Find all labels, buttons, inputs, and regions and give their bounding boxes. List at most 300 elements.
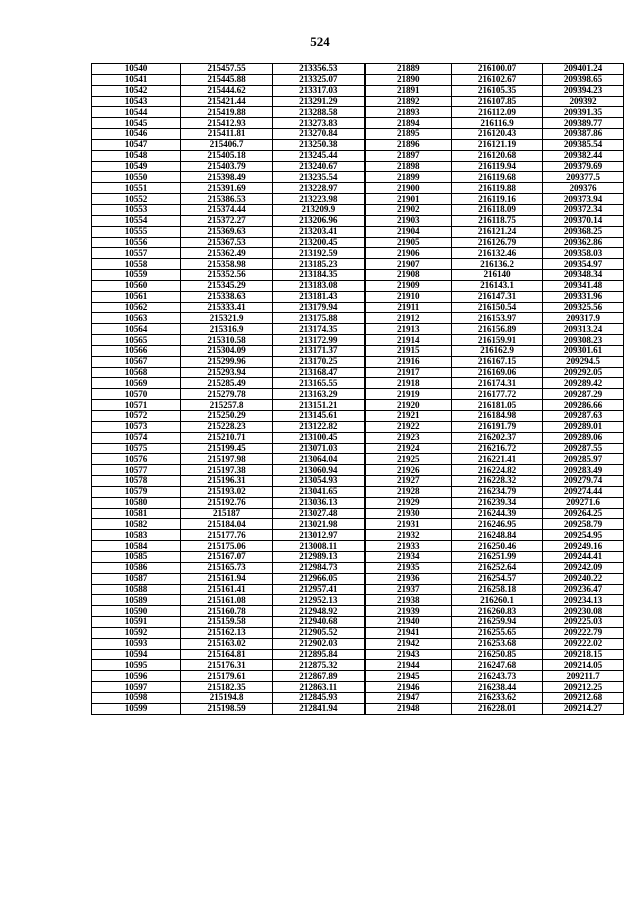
x-coordinate-right-cell: 216181.05: [452, 400, 543, 411]
table-row: [92, 573, 624, 584]
x-coordinate-right-cell: 216243.73: [452, 671, 543, 682]
y-coordinate-left-cell: 213288.58: [273, 107, 365, 118]
x-coordinate-left-cell: 215175.06: [181, 541, 273, 552]
y-coordinate-left-cell: 213325.07: [273, 74, 365, 85]
y-coordinate-right-cell: 209362.86: [543, 237, 624, 248]
point-id-left-cell: 10556: [92, 237, 181, 248]
x-coordinate-right-cell: 216246.95: [452, 519, 543, 530]
x-coordinate-left-cell: 215457.55: [181, 64, 273, 75]
x-coordinate-left-cell: 215192.76: [181, 497, 273, 508]
x-coordinate-left-cell: 215197.38: [181, 465, 273, 476]
x-coordinate-right-cell: 216153.97: [452, 313, 543, 324]
x-coordinate-right-cell: 216216.72: [452, 443, 543, 454]
y-coordinate-right-cell: 209212.25: [543, 682, 624, 693]
table-row: [92, 519, 624, 530]
point-id-right-cell: 21904: [365, 226, 452, 237]
y-coordinate-right-cell: 209258.79: [543, 519, 624, 530]
point-id-right-cell: 21946: [365, 682, 452, 693]
x-coordinate-left-cell: 215304.09: [181, 345, 273, 356]
y-coordinate-right-cell: 209286.66: [543, 400, 624, 411]
point-id-right-cell: 21891: [365, 85, 452, 96]
y-coordinate-left-cell: 213192.59: [273, 248, 365, 259]
point-id-left-cell: 10568: [92, 367, 181, 378]
x-coordinate-left-cell: 215419.88: [181, 107, 273, 118]
table-row: [92, 432, 624, 443]
x-coordinate-left-cell: 215228.23: [181, 421, 273, 432]
point-id-right-cell: 21933: [365, 541, 452, 552]
point-id-left-cell: 10598: [92, 692, 181, 703]
point-id-right-cell: 21920: [365, 400, 452, 411]
x-coordinate-left-cell: 215161.94: [181, 573, 273, 584]
table-row: [92, 129, 624, 140]
x-coordinate-right-cell: 216247.68: [452, 660, 543, 671]
y-coordinate-right-cell: 209325.56: [543, 302, 624, 313]
y-coordinate-left-cell: 213064.04: [273, 454, 365, 465]
y-coordinate-right-cell: 209287.63: [543, 411, 624, 422]
point-id-left-cell: 10541: [92, 74, 181, 85]
table-row: [92, 465, 624, 476]
point-id-left-cell: 10557: [92, 248, 181, 259]
y-coordinate-left-cell: 213027.48: [273, 508, 365, 519]
x-coordinate-left-cell: 215159.58: [181, 617, 273, 628]
y-coordinate-left-cell: 213206.96: [273, 215, 365, 226]
point-id-left-cell: 10589: [92, 595, 181, 606]
y-coordinate-right-cell: 209218.15: [543, 649, 624, 660]
y-coordinate-left-cell: 212867.89: [273, 671, 365, 682]
y-coordinate-left-cell: 213071.03: [273, 443, 365, 454]
y-coordinate-right-cell: 209376: [543, 183, 624, 194]
y-coordinate-left-cell: 213184.35: [273, 270, 365, 281]
y-coordinate-right-cell: 209370.14: [543, 215, 624, 226]
x-coordinate-right-cell: 216250.85: [452, 649, 543, 660]
point-id-right-cell: 21903: [365, 215, 452, 226]
table-row: [92, 248, 624, 259]
coordinates-table: [91, 63, 624, 715]
point-id-left-cell: 10577: [92, 465, 181, 476]
x-coordinate-right-cell: 216239.34: [452, 497, 543, 508]
x-coordinate-left-cell: 215161.41: [181, 584, 273, 595]
point-id-right-cell: 21925: [365, 454, 452, 465]
point-id-left-cell: 10561: [92, 291, 181, 302]
x-coordinate-left-cell: 215164.81: [181, 649, 273, 660]
point-id-right-cell: 21943: [365, 649, 452, 660]
table-row: [92, 692, 624, 703]
x-coordinate-right-cell: 216112.09: [452, 107, 543, 118]
table-row: [92, 671, 624, 682]
x-coordinate-right-cell: 216118.09: [452, 204, 543, 215]
table-row: [92, 150, 624, 161]
y-coordinate-left-cell: 213356.53: [273, 64, 365, 75]
point-id-right-cell: 21932: [365, 530, 452, 541]
y-coordinate-left-cell: 212875.32: [273, 660, 365, 671]
point-id-right-cell: 21896: [365, 139, 452, 150]
point-id-left-cell: 10574: [92, 432, 181, 443]
point-id-left-cell: 10543: [92, 96, 181, 107]
x-coordinate-right-cell: 216251.99: [452, 551, 543, 562]
y-coordinate-right-cell: 209249.16: [543, 541, 624, 552]
y-coordinate-right-cell: 209214.27: [543, 703, 624, 714]
point-id-left-cell: 10586: [92, 562, 181, 573]
x-coordinate-right-cell: 216107.85: [452, 96, 543, 107]
point-id-right-cell: 21930: [365, 508, 452, 519]
y-coordinate-right-cell: 209401.24: [543, 64, 624, 75]
point-id-left-cell: 10583: [92, 530, 181, 541]
x-coordinate-right-cell: 216169.06: [452, 367, 543, 378]
point-id-right-cell: 21918: [365, 378, 452, 389]
y-coordinate-right-cell: 209292.05: [543, 367, 624, 378]
point-id-right-cell: 21922: [365, 421, 452, 432]
point-id-right-cell: 21900: [365, 183, 452, 194]
point-id-left-cell: 10573: [92, 421, 181, 432]
y-coordinate-left-cell: 213170.25: [273, 356, 365, 367]
x-coordinate-right-cell: 216119.88: [452, 183, 543, 194]
x-coordinate-left-cell: 215367.53: [181, 237, 273, 248]
x-coordinate-left-cell: 215163.02: [181, 638, 273, 649]
point-id-left-cell: 10546: [92, 129, 181, 140]
y-coordinate-left-cell: 213235.54: [273, 172, 365, 183]
y-coordinate-right-cell: 209285.97: [543, 454, 624, 465]
point-id-right-cell: 21921: [365, 411, 452, 422]
y-coordinate-right-cell: 209377.5: [543, 172, 624, 183]
x-coordinate-right-cell: 216120.68: [452, 150, 543, 161]
x-coordinate-right-cell: 216120.43: [452, 129, 543, 140]
x-coordinate-left-cell: 215316.9: [181, 324, 273, 335]
point-id-left-cell: 10581: [92, 508, 181, 519]
table-row: [92, 454, 624, 465]
x-coordinate-left-cell: 215421.44: [181, 96, 273, 107]
point-id-right-cell: 21929: [365, 497, 452, 508]
y-coordinate-left-cell: 213165.55: [273, 378, 365, 389]
table-row: [92, 64, 624, 75]
y-coordinate-left-cell: 212984.73: [273, 562, 365, 573]
point-id-right-cell: 21911: [365, 302, 452, 313]
point-id-left-cell: 10540: [92, 64, 181, 75]
x-coordinate-left-cell: 215279.78: [181, 389, 273, 400]
table-row: [92, 85, 624, 96]
x-coordinate-right-cell: 216259.94: [452, 617, 543, 628]
table-row: [92, 606, 624, 617]
point-id-left-cell: 10560: [92, 280, 181, 291]
point-id-left-cell: 10595: [92, 660, 181, 671]
table-row: [92, 324, 624, 335]
table-row: [92, 497, 624, 508]
point-id-left-cell: 10562: [92, 302, 181, 313]
table-row: [92, 660, 624, 671]
point-id-left-cell: 10566: [92, 345, 181, 356]
y-coordinate-left-cell: 213021.98: [273, 519, 365, 530]
point-id-right-cell: 21889: [365, 64, 452, 75]
point-id-right-cell: 21899: [365, 172, 452, 183]
table-row: [92, 378, 624, 389]
point-id-left-cell: 10549: [92, 161, 181, 172]
point-id-left-cell: 10565: [92, 335, 181, 346]
point-id-left-cell: 10559: [92, 270, 181, 281]
y-coordinate-left-cell: 213291.29: [273, 96, 365, 107]
point-id-right-cell: 21926: [365, 465, 452, 476]
table-row: [92, 204, 624, 215]
point-id-left-cell: 10545: [92, 118, 181, 129]
x-coordinate-right-cell: 216233.62: [452, 692, 543, 703]
y-coordinate-left-cell: 213163.29: [273, 389, 365, 400]
point-id-left-cell: 10599: [92, 703, 181, 714]
y-coordinate-right-cell: 209301.61: [543, 345, 624, 356]
point-id-left-cell: 10584: [92, 541, 181, 552]
y-coordinate-left-cell: 213209.9: [273, 204, 365, 215]
x-coordinate-left-cell: 215403.79: [181, 161, 273, 172]
point-id-right-cell: 21923: [365, 432, 452, 443]
point-id-right-cell: 21913: [365, 324, 452, 335]
y-coordinate-left-cell: 212845.93: [273, 692, 365, 703]
point-id-right-cell: 21897: [365, 150, 452, 161]
point-id-right-cell: 21901: [365, 194, 452, 205]
y-coordinate-right-cell: 209372.34: [543, 204, 624, 215]
x-coordinate-left-cell: 215194.8: [181, 692, 273, 703]
table-row: [92, 649, 624, 660]
x-coordinate-right-cell: 216156.89: [452, 324, 543, 335]
point-id-right-cell: 21909: [365, 280, 452, 291]
y-coordinate-left-cell: 213036.13: [273, 497, 365, 508]
y-coordinate-right-cell: 209225.03: [543, 617, 624, 628]
y-coordinate-left-cell: 213174.35: [273, 324, 365, 335]
y-coordinate-right-cell: 209287.29: [543, 389, 624, 400]
point-id-right-cell: 21892: [365, 96, 452, 107]
point-id-right-cell: 21907: [365, 259, 452, 270]
x-coordinate-right-cell: 216177.72: [452, 389, 543, 400]
y-coordinate-left-cell: 213228.97: [273, 183, 365, 194]
point-id-right-cell: 21916: [365, 356, 452, 367]
point-id-left-cell: 10567: [92, 356, 181, 367]
x-coordinate-right-cell: 216121.24: [452, 226, 543, 237]
x-coordinate-right-cell: 216221.41: [452, 454, 543, 465]
table-row: [92, 194, 624, 205]
x-coordinate-left-cell: 215391.69: [181, 183, 273, 194]
x-coordinate-left-cell: 215197.98: [181, 454, 273, 465]
y-coordinate-left-cell: 213200.45: [273, 237, 365, 248]
x-coordinate-right-cell: 216132.46: [452, 248, 543, 259]
y-coordinate-left-cell: 213171.37: [273, 345, 365, 356]
table-row: [92, 107, 624, 118]
x-coordinate-right-cell: 216191.79: [452, 421, 543, 432]
point-id-left-cell: 10582: [92, 519, 181, 530]
x-coordinate-right-cell: 216255.65: [452, 627, 543, 638]
y-coordinate-right-cell: 209387.86: [543, 129, 624, 140]
y-coordinate-left-cell: 213060.94: [273, 465, 365, 476]
y-coordinate-right-cell: 209242.09: [543, 562, 624, 573]
y-coordinate-right-cell: 209379.69: [543, 161, 624, 172]
point-id-left-cell: 10580: [92, 497, 181, 508]
y-coordinate-right-cell: 209385.54: [543, 139, 624, 150]
y-coordinate-left-cell: 213168.47: [273, 367, 365, 378]
y-coordinate-right-cell: 209313.24: [543, 324, 624, 335]
x-coordinate-left-cell: 215187: [181, 508, 273, 519]
y-coordinate-left-cell: 213183.08: [273, 280, 365, 291]
y-coordinate-left-cell: 213175.88: [273, 313, 365, 324]
table-row: [92, 443, 624, 454]
table-row: [92, 411, 624, 422]
x-coordinate-left-cell: 215162.13: [181, 627, 273, 638]
x-coordinate-right-cell: 216228.32: [452, 476, 543, 487]
x-coordinate-right-cell: 216119.68: [452, 172, 543, 183]
point-id-left-cell: 10551: [92, 183, 181, 194]
y-coordinate-left-cell: 212952.13: [273, 595, 365, 606]
y-coordinate-right-cell: 209354.97: [543, 259, 624, 270]
x-coordinate-right-cell: 216150.54: [452, 302, 543, 313]
point-id-left-cell: 10564: [92, 324, 181, 335]
y-coordinate-left-cell: 213245.44: [273, 150, 365, 161]
y-coordinate-right-cell: 209234.13: [543, 595, 624, 606]
table-row: [92, 259, 624, 270]
x-coordinate-right-cell: 216126.79: [452, 237, 543, 248]
y-coordinate-right-cell: 209289.06: [543, 432, 624, 443]
table-row: [92, 617, 624, 628]
point-id-right-cell: 21947: [365, 692, 452, 703]
point-id-right-cell: 21915: [365, 345, 452, 356]
table-row: [92, 270, 624, 281]
point-id-left-cell: 10544: [92, 107, 181, 118]
x-coordinate-left-cell: 215210.71: [181, 432, 273, 443]
y-coordinate-left-cell: 212863.11: [273, 682, 365, 693]
x-coordinate-right-cell: 216121.19: [452, 139, 543, 150]
y-coordinate-left-cell: 213100.45: [273, 432, 365, 443]
point-id-left-cell: 10571: [92, 400, 181, 411]
point-id-left-cell: 10575: [92, 443, 181, 454]
x-coordinate-left-cell: 215444.62: [181, 85, 273, 96]
y-coordinate-left-cell: 213181.43: [273, 291, 365, 302]
point-id-left-cell: 10578: [92, 476, 181, 487]
table-row: [92, 172, 624, 183]
point-id-left-cell: 10548: [92, 150, 181, 161]
table-row: [92, 74, 624, 85]
point-id-left-cell: 10576: [92, 454, 181, 465]
y-coordinate-left-cell: 213145.61: [273, 411, 365, 422]
x-coordinate-right-cell: 216174.31: [452, 378, 543, 389]
y-coordinate-right-cell: 209271.6: [543, 497, 624, 508]
point-id-right-cell: 21894: [365, 118, 452, 129]
y-coordinate-right-cell: 209274.44: [543, 486, 624, 497]
x-coordinate-left-cell: 215179.61: [181, 671, 273, 682]
point-id-right-cell: 21942: [365, 638, 452, 649]
point-id-right-cell: 21938: [365, 595, 452, 606]
x-coordinate-right-cell: 216250.46: [452, 541, 543, 552]
x-coordinate-left-cell: 215374.44: [181, 204, 273, 215]
y-coordinate-right-cell: 209391.35: [543, 107, 624, 118]
point-id-right-cell: 21902: [365, 204, 452, 215]
x-coordinate-right-cell: 216118.75: [452, 215, 543, 226]
y-coordinate-right-cell: 209358.03: [543, 248, 624, 259]
x-coordinate-right-cell: 216143.1: [452, 280, 543, 291]
x-coordinate-left-cell: 215182.35: [181, 682, 273, 693]
x-coordinate-left-cell: 215196.31: [181, 476, 273, 487]
table-row: [92, 476, 624, 487]
y-coordinate-right-cell: 209240.22: [543, 573, 624, 584]
y-coordinate-right-cell: 209289.01: [543, 421, 624, 432]
point-id-right-cell: 21940: [365, 617, 452, 628]
point-id-left-cell: 10552: [92, 194, 181, 205]
point-id-right-cell: 21928: [365, 486, 452, 497]
y-coordinate-right-cell: 209341.48: [543, 280, 624, 291]
y-coordinate-right-cell: 209389.77: [543, 118, 624, 129]
x-coordinate-left-cell: 215161.08: [181, 595, 273, 606]
x-coordinate-left-cell: 215352.56: [181, 270, 273, 281]
x-coordinate-right-cell: 216162.9: [452, 345, 543, 356]
y-coordinate-left-cell: 213223.98: [273, 194, 365, 205]
y-coordinate-left-cell: 213273.83: [273, 118, 365, 129]
x-coordinate-left-cell: 215372.27: [181, 215, 273, 226]
table-row: [92, 183, 624, 194]
point-id-left-cell: 10553: [92, 204, 181, 215]
table-row: [92, 161, 624, 172]
y-coordinate-right-cell: 209283.49: [543, 465, 624, 476]
point-id-right-cell: 21895: [365, 129, 452, 140]
y-coordinate-right-cell: 209222.79: [543, 627, 624, 638]
point-id-left-cell: 10570: [92, 389, 181, 400]
x-coordinate-right-cell: 216159.91: [452, 335, 543, 346]
x-coordinate-right-cell: 216234.79: [452, 486, 543, 497]
table-body: [92, 64, 624, 715]
table-row: [92, 367, 624, 378]
y-coordinate-left-cell: 213203.41: [273, 226, 365, 237]
x-coordinate-right-cell: 216258.18: [452, 584, 543, 595]
table-row: [92, 486, 624, 497]
point-id-left-cell: 10591: [92, 617, 181, 628]
table-row: [92, 335, 624, 346]
x-coordinate-right-cell: 216184.98: [452, 411, 543, 422]
y-coordinate-left-cell: 213185.23: [273, 259, 365, 270]
table-row: [92, 139, 624, 150]
x-coordinate-right-cell: 216244.39: [452, 508, 543, 519]
x-coordinate-left-cell: 215257.8: [181, 400, 273, 411]
x-coordinate-left-cell: 215310.58: [181, 335, 273, 346]
point-id-right-cell: 21910: [365, 291, 452, 302]
x-coordinate-right-cell: 216102.67: [452, 74, 543, 85]
point-id-right-cell: 21948: [365, 703, 452, 714]
table-row: [92, 215, 624, 226]
x-coordinate-right-cell: 216119.94: [452, 161, 543, 172]
y-coordinate-right-cell: 209382.44: [543, 150, 624, 161]
point-id-right-cell: 21934: [365, 551, 452, 562]
point-id-left-cell: 10554: [92, 215, 181, 226]
x-coordinate-left-cell: 215199.45: [181, 443, 273, 454]
y-coordinate-left-cell: 212905.52: [273, 627, 365, 638]
x-coordinate-left-cell: 215176.31: [181, 660, 273, 671]
table-row: [92, 400, 624, 411]
point-id-left-cell: 10590: [92, 606, 181, 617]
table-row: [92, 356, 624, 367]
point-id-right-cell: 21912: [365, 313, 452, 324]
x-coordinate-left-cell: 215193.02: [181, 486, 273, 497]
table-row: [92, 291, 624, 302]
x-coordinate-right-cell: 216260.1: [452, 595, 543, 606]
x-coordinate-left-cell: 215338.63: [181, 291, 273, 302]
y-coordinate-right-cell: 209368.25: [543, 226, 624, 237]
point-id-left-cell: 10563: [92, 313, 181, 324]
point-id-left-cell: 10579: [92, 486, 181, 497]
x-coordinate-left-cell: 215167.07: [181, 551, 273, 562]
x-coordinate-left-cell: 215362.49: [181, 248, 273, 259]
x-coordinate-right-cell: 216238.44: [452, 682, 543, 693]
y-coordinate-left-cell: 212989.13: [273, 551, 365, 562]
point-id-left-cell: 10587: [92, 573, 181, 584]
x-coordinate-right-cell: 216140: [452, 270, 543, 281]
point-id-right-cell: 21935: [365, 562, 452, 573]
y-coordinate-left-cell: 212948.92: [273, 606, 365, 617]
x-coordinate-left-cell: 215358.98: [181, 259, 273, 270]
y-coordinate-right-cell: 209394.23: [543, 85, 624, 96]
point-id-left-cell: 10542: [92, 85, 181, 96]
y-coordinate-left-cell: 212940.68: [273, 617, 365, 628]
point-id-left-cell: 10550: [92, 172, 181, 183]
point-id-right-cell: 21944: [365, 660, 452, 671]
